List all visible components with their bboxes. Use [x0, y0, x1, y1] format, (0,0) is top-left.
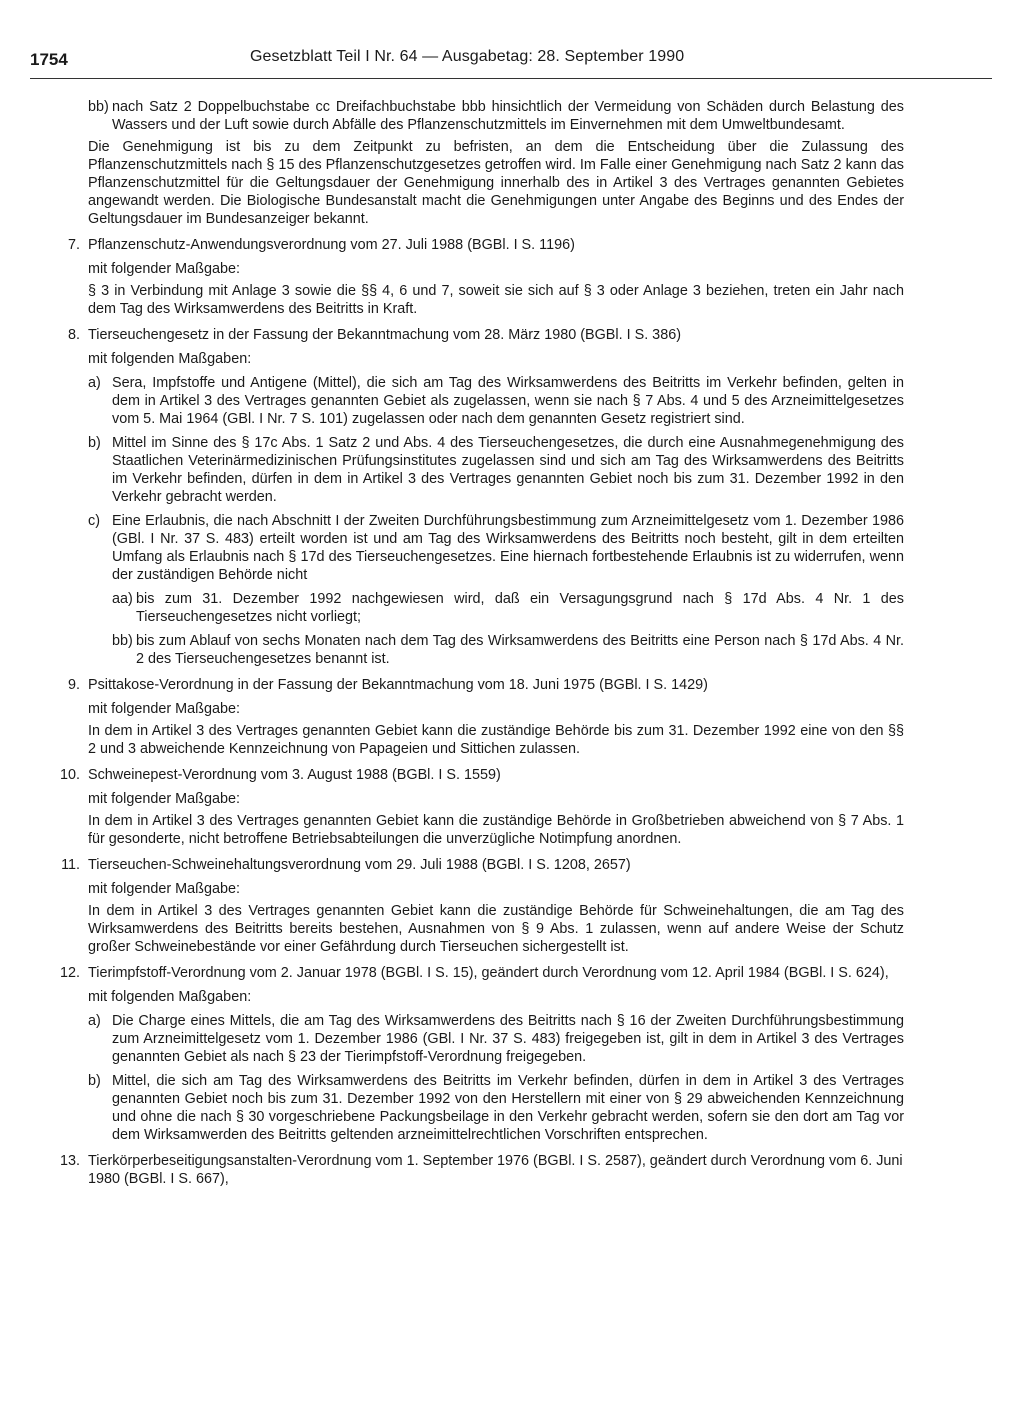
item-title: Tierseuchen-Schweinehaltungsverordnung vom 29. Juli 1988 (BGBl. I S. 1208, 2657) [88, 857, 631, 873]
running-title: Gesetzblatt Teil I Nr. 64 — Ausgabetag: 28. September 1990 [250, 48, 685, 65]
item-number: 8. [67, 327, 80, 343]
massgabe-intro: mit folgender Maßgabe: [88, 701, 240, 717]
sub-item-b [88, 434, 904, 506]
sub-item-a [88, 1012, 904, 1066]
sub-item-label: b) [88, 1073, 101, 1089]
sub-item-label: aa) [112, 591, 133, 607]
sub-item-label: b) [88, 435, 101, 451]
sub-item-text: bis zum 31. Dezember 1992 nachgewiesen wird, daß ein Versagungsgrund nach § 17d Abs. 4 Nr. 1 des Tierseuchengesetzes nicht vorliegt; [136, 591, 904, 625]
sub-item-text: Die Charge eines Mittels, die am Tag des Wirksamwerdens des Beitritts nach § 16 der Zweiten Durchführungsbestimmung zum Arzneimittelgesetz vom 1. Dezember 1986 (GBl. I Nr. 37 S. 483) freigegeben ist, gilt in dem in Artikel 3 des Vertrages genannten Gebiet als nach § 23 der Tierimpfstoff-Verordnung freigegeben. [112, 1013, 904, 1065]
item-number: 9. [67, 677, 80, 693]
sub-item-label: bb) [88, 99, 109, 115]
sub-item-text: bis zum Ablauf von sechs Monaten nach dem Tag des Wirksamwerdens des Beitritts eine Person nach § 17d Abs. 4 Nr. 2 des Tierseuchengesetzes benannt ist. [136, 633, 904, 667]
continuation-block [58, 98, 904, 228]
sub-item-text: nach Satz 2 Doppelbuchstabe cc Dreifachbuchstabe bbb hinsichtlich der Vermeidung von Schäden durch Belastung des Wassers und der Luft sowie durch Abfälle des Pflanzenschutzmittels im Einvernehmen mit dem Umweltbundesamt. [112, 99, 904, 133]
sub-item-label: c) [88, 513, 100, 529]
list-item-8 [58, 326, 904, 668]
item-number: 11. [61, 857, 80, 873]
list-item-13 [58, 1152, 904, 1188]
sub-item-bb [88, 98, 904, 134]
list-item-9 [58, 676, 904, 758]
sub-item-text: Eine Erlaubnis, die nach Abschnitt I der Zweiten Durchführungsbestimmung zum Arzneimittelgesetz vom 1. Dezember 1986 (GBl. I Nr. 37 S. 483) erteilt worden ist und am Tag des Wirksamwerdens des Beitritts noch besteht, gilt in dem erteilten Umfang als Erlaubnis nach § 17d des Tierseuchengesetzes. Eine hiernach fortbestehende Erlaubnis ist zu widerrufen, wenn der zuständigen Behörde nicht [112, 513, 904, 583]
item-title: Pflanzenschutz-Anwendungsverordnung vom 27. Juli 1988 (BGBl. I S. 1196) [88, 237, 575, 253]
item-title: Tierimpfstoff-Verordnung vom 2. Januar 1978 (BGBl. I S. 15), geändert durch Verordnung vom 12. April 1984 (BGBl. I S. 624), [88, 965, 889, 981]
sub-item-c [88, 512, 904, 668]
massgabe-intro: mit folgender Maßgabe: [88, 881, 240, 897]
sub-item-text: Sera, Impfstoffe und Antigene (Mittel), die sich am Tag des Wirksamwerdens des Beitritts im Verkehr befinden, gelten in dem in Artikel 3 des Vertrages genannten Gebiet als zugelassen, wenn sie nach § 7 Abs. 4 und 5 des Arzneimittelgesetzes vom 5. Mai 1964 (GBl. I Nr. 7 S. 101) zugelassen oder nach dem genannten Gesetz registriert sind. [112, 375, 904, 427]
sub-item-text: Mittel, die sich am Tag des Wirksamwerdens des Beitritts im Verkehr befinden, dürfen in dem in Artikel 3 des Vertrages genannten Gebiet noch bis zum 31. Dezember 1992 von den Herstellern mit einer von § 29 abweichenden Kennzeichnung und ohne die nach § 30 vorgeschriebene Packungsbeilage in den Verkehr gebracht werden, sofern sie den dort am Tag vor dem Wirksamwerden des Beitritts geltenden arzneimittelrechtlichen Vorschriften entsprechen. [112, 1073, 904, 1143]
document-body [58, 92, 904, 1196]
sub-item-label: bb) [112, 633, 133, 649]
list-item-12 [58, 964, 904, 1144]
list-item-10 [58, 766, 904, 848]
paragraph: Die Genehmigung ist bis zu dem Zeitpunkt zu befristen, an dem die Entscheidung über die Zulassung des Pflanzenschutzmittels nach § 15 des Pflanzenschutzgesetzes getroffen wird. Im Falle einer Genehmigung nach Satz 2 kann das Pflanzenschutzmittel für die Geltungsdauer der Genehmigung innerhalb des in Artikel 3 des Vertrages genannten Gebietes angewandt werden. Die Biologische Bundesanstalt macht die Genehmigungen unter Angabe des Beginns und des Endes der Geltungsdauer im Bundesanzeiger bekannt. [88, 139, 904, 227]
sub-item-a [88, 374, 904, 428]
massgabe-intro: mit folgenden Maßgaben: [88, 989, 252, 1005]
sub-item-label: a) [88, 1013, 101, 1029]
list-item-11 [58, 856, 904, 956]
header-rule [30, 78, 992, 79]
page-header [30, 50, 1010, 80]
item-number: 12. [59, 965, 80, 981]
item-title: Schweinepest-Verordnung vom 3. August 1988 (BGBl. I S. 1559) [88, 767, 501, 783]
massgabe-intro: mit folgender Maßgabe: [88, 261, 240, 277]
massgabe-intro: mit folgenden Maßgaben: [88, 351, 252, 367]
item-title: Tierseuchengesetz in der Fassung der Bekanntmachung vom 28. März 1980 (BGBl. I S. 386) [88, 327, 681, 343]
sub-item-bb [112, 632, 904, 668]
item-number: 7. [67, 237, 80, 253]
item-title: Tierkörperbeseitigungsanstalten-Verordnung vom 1. September 1976 (BGBl. I S. 2587), geändert durch Verordnung vom 6. Juni 1980 (BGBl. I S. 667), [88, 1153, 903, 1187]
item-text: In dem in Artikel 3 des Vertrages genannten Gebiet kann die zuständige Behörde bis zum 31. Dezember 1992 eine von den §§ 2 und 3 abweichende Kennzeichnung von Papageien und Sittichen zulassen. [88, 723, 904, 757]
sub-item-label: a) [88, 375, 101, 391]
sub-item-text: Mittel im Sinne des § 17c Abs. 1 Satz 2 und Abs. 4 des Tierseuchengesetzes, die durch eine Ausnahmegenehmigung des Staatlichen Veterinärmedizinischen Prüfungsinstitutes zugelassen sind und sich am Tag des Wirksamwerdens des Beitritts im Verkehr befinden, dürfen in dem in Artikel 3 des Vertrages genannten Gebiet noch bis zum 31. Dezember 1992 in den Verkehr gebracht werden. [112, 435, 904, 505]
sub-item-b [88, 1072, 904, 1144]
item-number: 10. [59, 767, 80, 783]
sub-item-aa [112, 590, 904, 626]
item-number: 13. [59, 1153, 80, 1169]
page-number: 1754 [30, 50, 68, 69]
item-text: In dem in Artikel 3 des Vertrages genannten Gebiet kann die zuständige Behörde in Großbetrieben abweichend von § 7 Abs. 1 für gesonderte, nicht betroffene Betriebsabteilungen die unverzügliche Notimpfung anordnen. [88, 813, 904, 847]
item-text: § 3 in Verbindung mit Anlage 3 sowie die §§ 4, 6 und 7, soweit sie sich auf § 3 oder Anlage 3 beziehen, treten ein Jahr nach dem Tag des Wirksamwerdens des Beitritts in Kraft. [88, 283, 904, 317]
item-title: Psittakose-Verordnung in der Fassung der Bekanntmachung vom 18. Juni 1975 (BGBl. I S. 1429) [88, 677, 708, 693]
massgabe-intro: mit folgender Maßgabe: [88, 791, 240, 807]
list-item-7 [58, 236, 904, 318]
item-text: In dem in Artikel 3 des Vertrages genannten Gebiet kann die zuständige Behörde für Schweinehaltungen, die am Tag des Wirksamwerdens des Beitritts bereits bestehen, Ausnahmen von § 9 Abs. 1 zulassen, wenn auf andere Weise der Schutz großer Schweinebestände vor einer Gefährdung durch Tierseuchen sichergestellt ist. [88, 903, 904, 955]
